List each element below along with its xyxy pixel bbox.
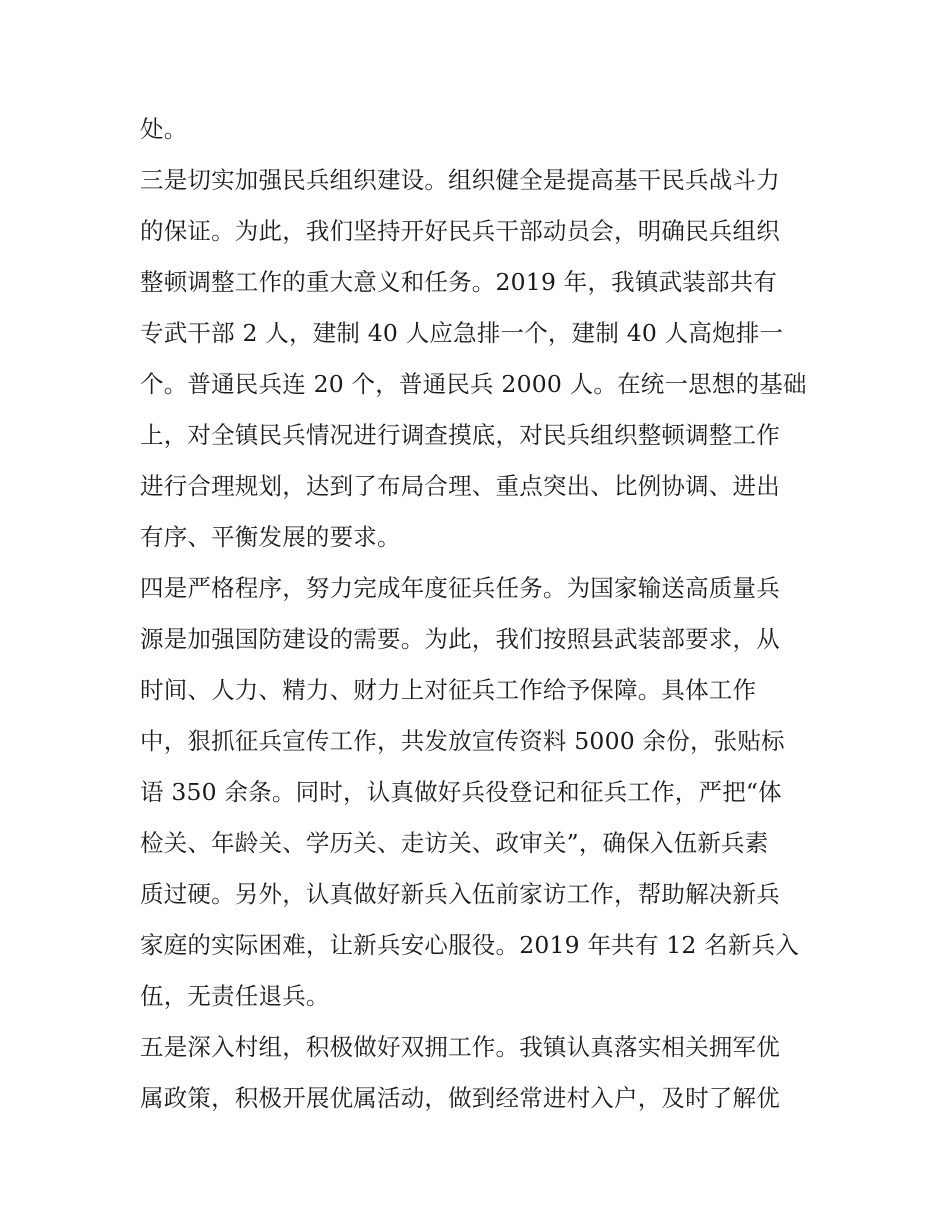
text-line: 伍，无责任退兵。 — [140, 982, 330, 1010]
text-line: 中，狠抓征兵宣传工作，共发放宣传资料 5000 余份，张贴标 — [140, 727, 785, 755]
text-line: 进行合理规划，达到了布局合理、重点突出、比例协调、进出 — [140, 472, 780, 500]
text-line: 时间、人力、精力、财力上对征兵工作给予保障。具体工作 — [140, 676, 757, 704]
text-line: 源是加强国防建设的需要。为此，我们按照县武装部要求，从 — [140, 625, 780, 653]
text-line: 四是严格程序，努力完成年度征兵任务。为国家输送高质量兵 — [140, 574, 780, 602]
text-line: 检关、年龄关、学历关、走访关、政审关”，确保入伍新兵素 — [140, 829, 769, 857]
text-line: 上，对全镇民兵情况进行调查摸底，对民兵组织整顿调整工作 — [140, 421, 780, 449]
text-line: 的保证。为此，我们坚持开好民兵干部动员会，明确民兵组织 — [140, 217, 780, 245]
text-line: 处。 — [140, 115, 188, 143]
text-line: 五是深入村组，积极做好双拥工作。我镇认真落实相关拥军优 — [140, 1033, 780, 1061]
text-line: 家庭的实际困难，让新兵安心服役。2019 年共有 12 名新兵入 — [140, 931, 800, 959]
text-line: 质过硬。另外，认真做好新兵入伍前家访工作，帮助解决新兵 — [140, 880, 780, 908]
text-line: 专武干部 2 人，建制 40 人应急排一个，建制 40 人高炮排一 — [140, 319, 784, 347]
text-line: 三是切实加强民兵组织建设。组织健全是提高基干民兵战斗力 — [140, 166, 780, 194]
text-line: 个。普通民兵连 20 个，普通民兵 2000 人。在统一思想的基础 — [140, 370, 807, 398]
text-line: 属政策，积极开展优属活动，做到经常进村入户，及时了解优 — [140, 1084, 780, 1112]
text-line: 语 350 余条。同时，认真做好兵役登记和征兵工作，严把“体 — [140, 778, 782, 806]
text-line: 有序、平衡发展的要求。 — [140, 523, 401, 551]
text-line: 整顿调整工作的重大意义和任务。2019 年，我镇武装部共有 — [140, 268, 778, 296]
